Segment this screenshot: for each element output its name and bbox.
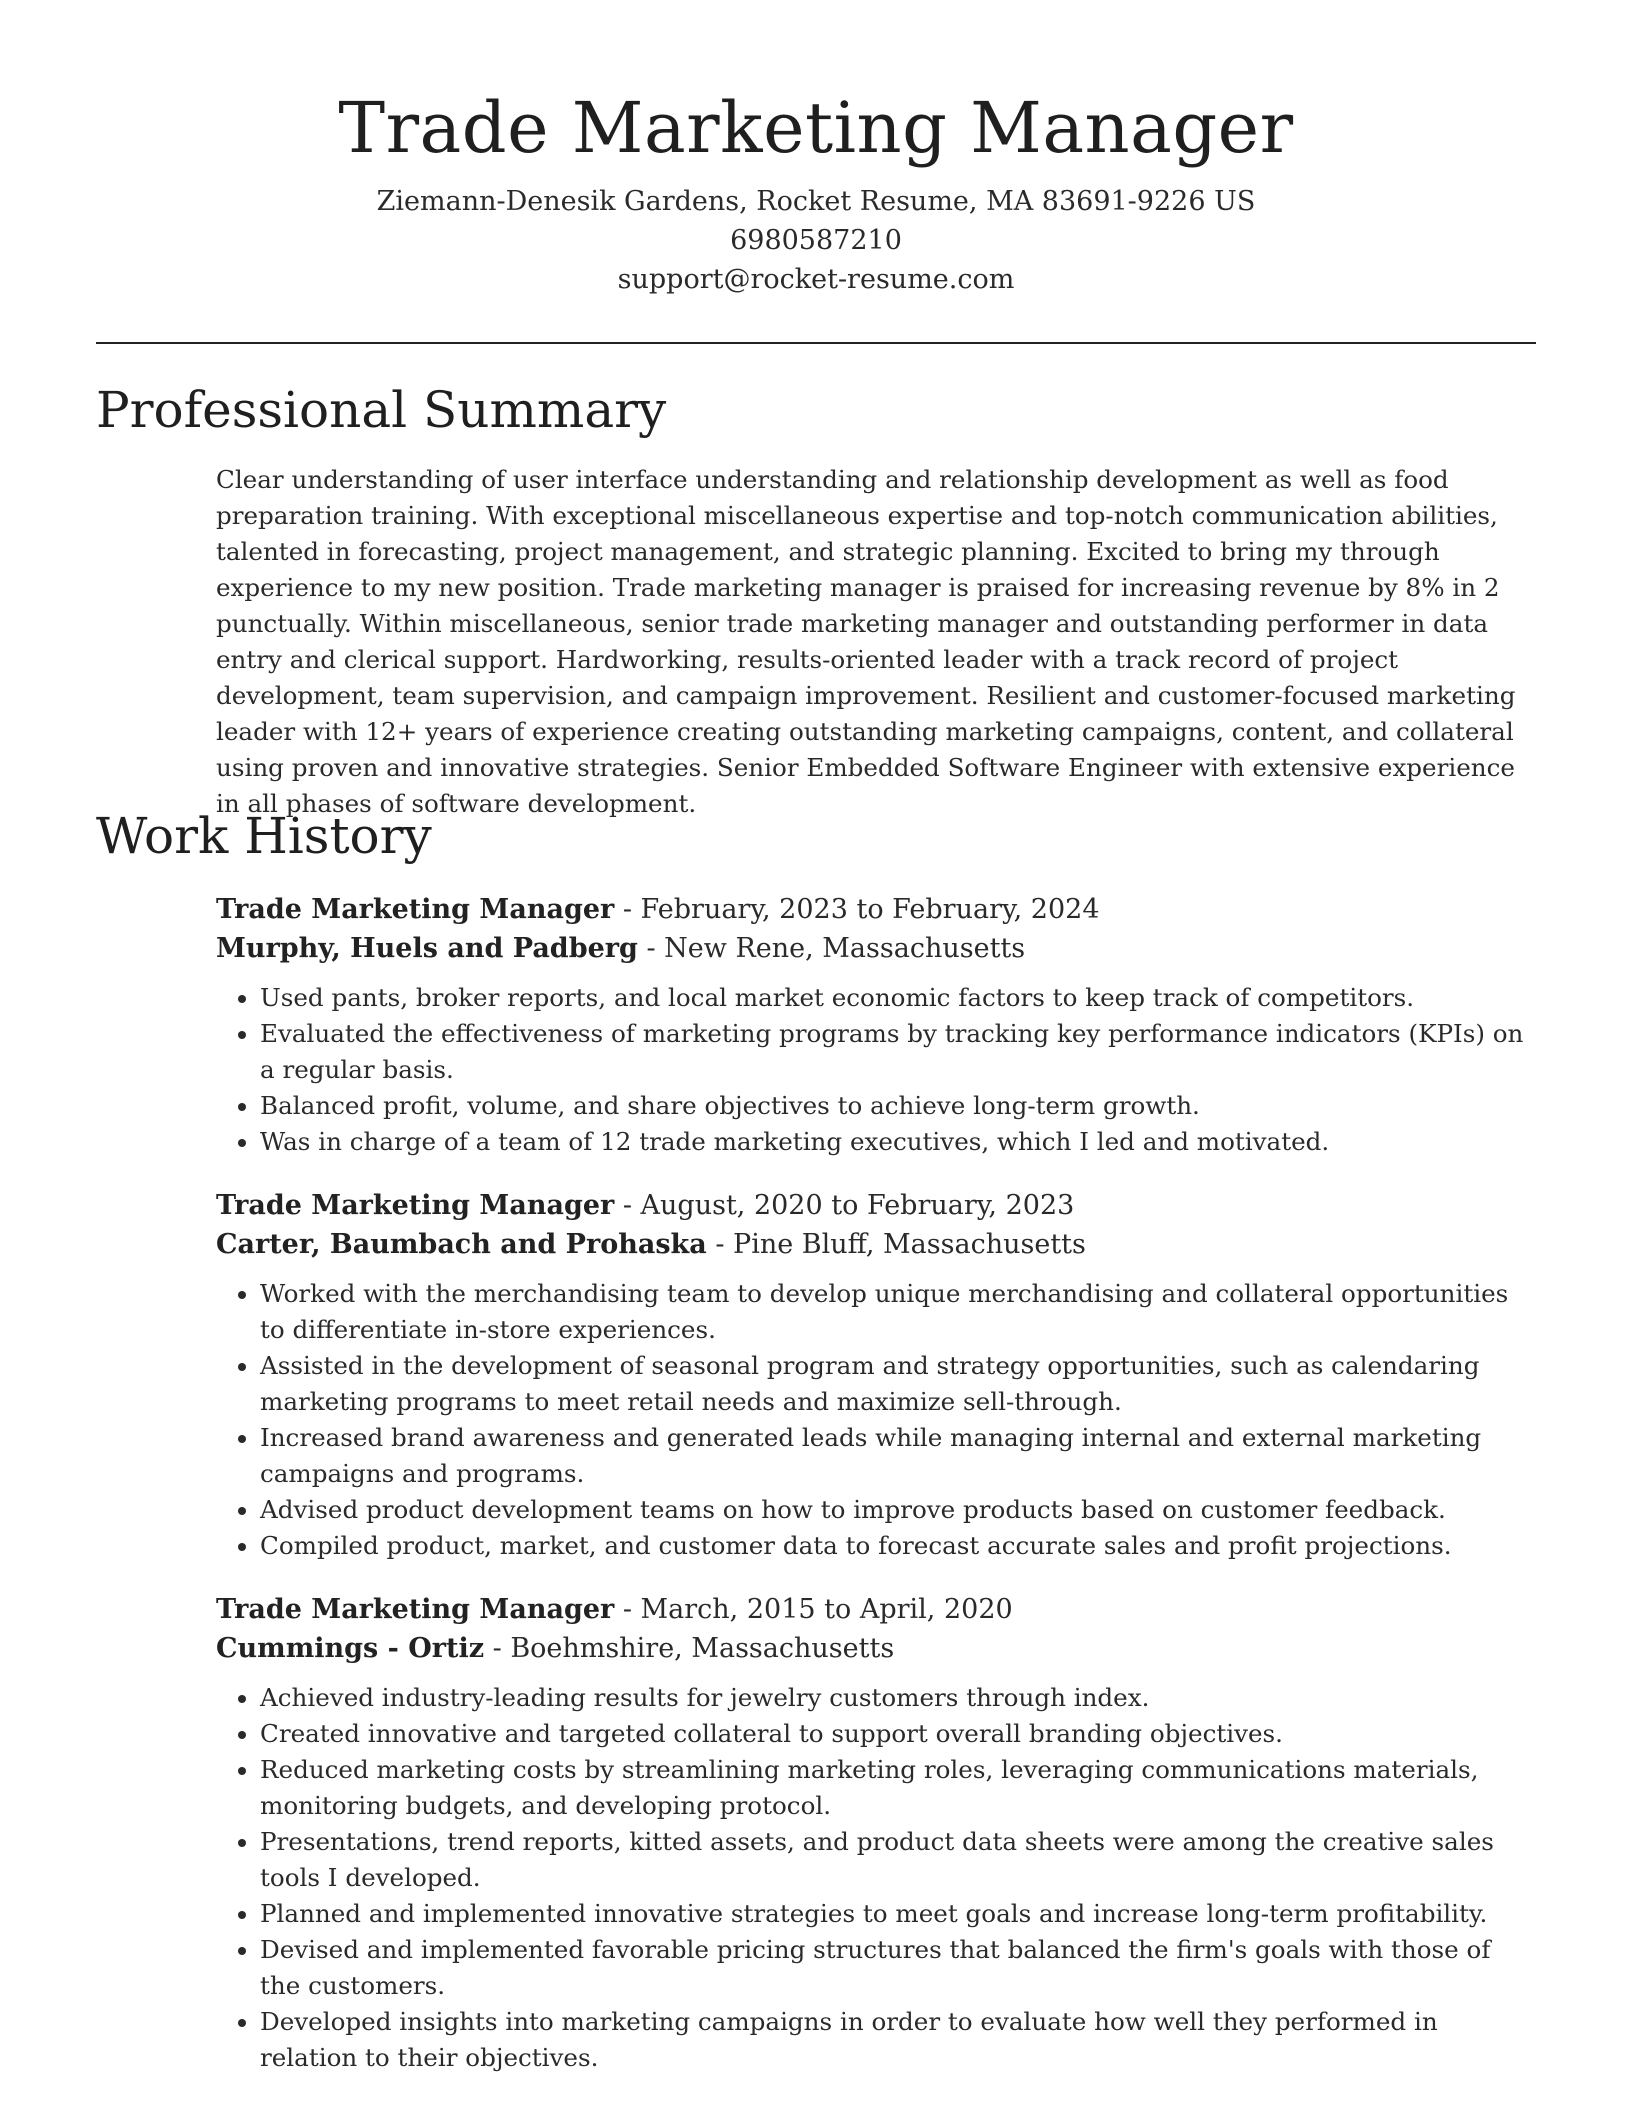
job-bullet: • Planned and implemented innovative strategies to meet goals and increase long-term profitability. [260,1896,1536,1932]
job-bullet: • Developed insights into marketing campaigns in order to evaluate how well they performed in relation to their objectives. [260,2004,1536,2076]
job-entry [216,1186,1536,1564]
job-location: - New Rene, Massachusetts [637,933,1026,964]
job-company-line [216,1225,1536,1264]
job-bullet: • Compiled product, market, and customer data to forecast accurate sales and profit projections. [260,1528,1536,1564]
job-dates: - February, 2023 to February, 2024 [614,894,1100,925]
job-company: Murphy, Huels and Padberg [216,933,638,964]
job-dates: - August, 2020 to February, 2023 [614,1190,1075,1221]
job-title-line [216,1590,1536,1629]
job-bullet: • Created innovative and targeted collateral to support overall branding objectives. [260,1716,1536,1752]
job-bullets [216,980,1536,1160]
job-company: Cummings - Ortiz [216,1633,485,1664]
job-bullets [216,1276,1536,1564]
job-title-line [216,1186,1536,1225]
job-bullet: • Evaluated the effectiveness of marketing programs by tracking key performance indicators (KPIs) on a regular basis. [260,1016,1536,1088]
header-divider [96,342,1536,344]
job-bullet: • Advised product development teams on how to improve products based on customer feedback. [260,1492,1536,1528]
job-bullet: • Was in charge of a team of 12 trade marketing executives, which I led and motivated. [260,1124,1536,1160]
summary-text: Clear understanding of user interface understanding and relationship development as well as food preparation training. With exceptional miscellaneous expertise and top-notch communication abilities, talented in forecasting, project management, and strategic planning. Excited to bring my through experience to my new position. Trade marketing manager is praised for increasing revenue by 8% in 2 punctually. Within miscellaneous, senior trade marketing manager and outstanding performer in data entry and clerical support. Hardworking, results-oriented leader with a track record of project development, team supervision, and campaign improvement. Resilient and customer-focused marketing leader with 12+ years of experience creating outstanding marketing campaigns, content, and collateral using proven and innovative strategies. Senior Embedded Software Engineer with extensive experience in all phases of software development. [216,465,1516,818]
job-entry [216,1590,1536,2076]
job-company-line [216,929,1536,968]
job-bullet: • Presentations, trend reports, kitted assets, and product data sheets were among the creative sales tools I developed. [260,1824,1536,1896]
job-entry [216,890,1536,1160]
job-bullet: • Worked with the merchandising team to develop unique merchandising and collateral opportunities to differentiate in-store experiences. [260,1276,1536,1348]
job-location: - Pine Bluff, Massachusetts [706,1229,1086,1260]
summary-heading: Professional Summary [96,381,667,439]
job-bullet: • Achieved industry-leading results for jewelry customers through index. [260,1680,1536,1716]
work-history-heading: Work History [96,807,432,865]
work-history-list [216,890,1536,2102]
job-company: Carter, Baumbach and Prohaska [216,1229,707,1260]
job-title: Trade Marketing Manager [216,1594,615,1625]
job-dates: - March, 2015 to April, 2020 [614,1594,1013,1625]
contact-block [0,182,1632,299]
contact-address: Ziemann-Denesik Gardens, Rocket Resume, MA 83691-9226 US [376,186,1256,217]
contact-phone: 6980587210 [730,225,902,256]
resume-header [0,80,1632,299]
job-title-line [216,890,1536,929]
job-bullet: • Assisted in the development of seasonal program and strategy opportunities, such as calendaring marketing programs to meet retail needs and maximize sell-through. [260,1348,1536,1420]
job-title: Trade Marketing Manager [216,894,615,925]
job-bullet: • Reduced marketing costs by streamlining marketing roles, leveraging communications materials, monitoring budgets, and developing protocol. [260,1752,1536,1824]
job-company-line [216,1629,1536,1668]
job-title: Trade Marketing Manager [216,1190,615,1221]
contact-email: support@rocket-resume.com [617,264,1015,295]
job-bullet: • Balanced profit, volume, and share objectives to achieve long-term growth. [260,1088,1536,1124]
job-bullet: • Used pants, broker reports, and local market economic factors to keep track of competitors. [260,980,1536,1016]
job-bullets [216,1680,1536,2076]
job-location: - Boehmshire, Massachusetts [484,1633,895,1664]
job-bullet: • Devised and implemented favorable pricing structures that balanced the firm's goals with those of the customers. [260,1932,1536,2004]
job-bullet: • Increased brand awareness and generated leads while managing internal and external marketing campaigns and programs. [260,1420,1536,1492]
resume-name: Trade Marketing Manager [338,87,1294,169]
